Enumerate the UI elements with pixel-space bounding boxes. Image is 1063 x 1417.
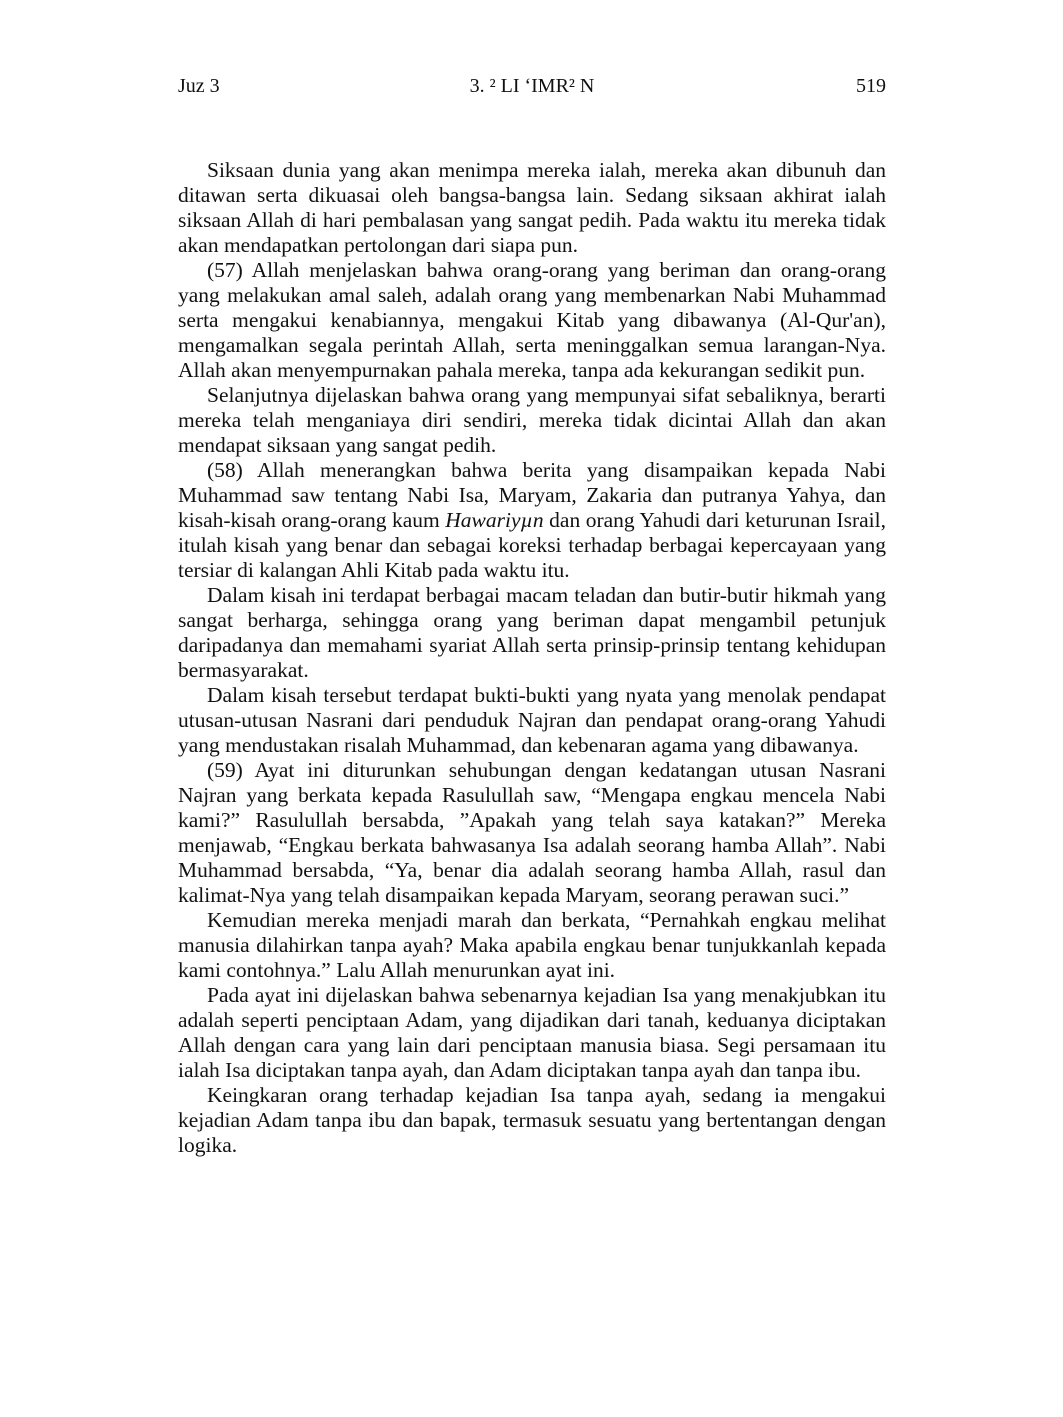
paragraph-7-verse-59: (59) Ayat ini diturunkan sehubungan dengan kedatangan utusan Nasrani Najran yang berkata kepada Rasulullah saw, “Mengapa engkau mencela Nabi kami?” Rasulullah bersabda, ”Apakah yang telah saya katakan?” Mereka menjawab, “Engkau berkata bahwasanya Isa adalah seorang hamba Allah”. Nabi Muhammad bersabda, “Ya, benar dia adalah seorang hamba Allah, rasul dan kalimat-Nya yang telah disampaikan kepada Maryam, seorang perawan suci.” bbox=[178, 758, 886, 907]
paragraph-4-verse-58 bbox=[178, 458, 886, 583]
paragraph-2-verse-57: (57) Allah menjelaskan bahwa orang-orang yang beriman dan orang-orang yang melakukan amal saleh, adalah orang yang membenarkan Nabi Muhammad serta mengakui kenabiannya, mengakui Kitab yang dibawanya (Al-Qur'an), mengamalkan segala perintah Allah, serta meninggalkan semua larangan-Nya. Allah akan menyempurnakan pahala mereka, tanpa ada kekurangan sedikit pun. bbox=[178, 258, 886, 382]
paragraph-4-italic-term: Hawariyµn bbox=[445, 508, 544, 532]
paragraph-10: Keingkaran orang terhadap kejadian Isa tanpa ayah, sedang ia mengakui kejadian Adam tanpa ibu dan bapak, termasuk sesuatu yang bertentangan dengan logika. bbox=[178, 1083, 886, 1157]
paragraph-1: Siksaan dunia yang akan menimpa mereka ialah, mereka akan dibunuh dan ditawan serta dikuasai oleh bangsa-bangsa lain. Sedang siksaan akhirat ialah siksaan Allah di hari pembalasan yang sangat pedih. Pada waktu itu mereka tidak akan mendapatkan pertolongan dari siapa pun. bbox=[178, 158, 886, 257]
running-head-surah: 3. ² LI ‘IMR² N bbox=[469, 75, 595, 97]
running-head-juz: Juz 3 bbox=[178, 75, 220, 97]
paragraph-9: Pada ayat ini dijelaskan bahwa sebenarnya kejadian Isa yang menakjubkan itu adalah seperti penciptaan Adam, yang dijadikan dari tanah, keduanya diciptakan Allah dengan cara yang lain dari penciptaan manusia biasa. Segi persamaan itu ialah Isa diciptakan tanpa ayah, dan Adam diciptakan tanpa ayah dan tanpa ibu. bbox=[178, 983, 886, 1082]
page-header bbox=[178, 72, 886, 100]
paragraph-3: Selanjutnya dijelaskan bahwa orang yang mempunyai sifat sebaliknya, berarti mereka telah menganiaya diri sendiri, mereka tidak dicintai Allah dan akan mendapat siksaan yang sangat pedih. bbox=[178, 383, 886, 457]
page-number: 519 bbox=[856, 75, 886, 97]
paragraph-4-text-before: (58) Allah menerangkan bahwa berita yang disampaikan kepada Nabi Muhammad saw tentang Nabi Isa, Maryam, Zakaria dan putranya Yahya, dan kisah-kisah orang-orang kaum bbox=[178, 458, 886, 532]
paragraph-6: Dalam kisah tersebut terdapat bukti-bukti yang nyata yang menolak pendapat utusan-utusan Nasrani dari penduduk Najran dan pendapat orang-orang Yahudi yang mendustakan risalah Muhammad, dan kebenaran agama yang dibawanya. bbox=[178, 683, 886, 757]
paragraph-4-text-after: dan orang Yahudi dari keturunan Israil, itulah kisah yang benar dan sebagai koreksi terhadap berbagai kepercayaan yang tersiar di kalangan Ahli Kitab pada waktu itu. bbox=[178, 508, 886, 582]
paragraph-8: Kemudian mereka menjadi marah dan berkata, “Pernahkah engkau melihat manusia dilahirkan tanpa ayah? Maka apabila engkau benar tunjukkanlah kepada kami contohnya.” Lalu Allah menurunkan ayat ini. bbox=[178, 908, 886, 982]
paragraph-5: Dalam kisah ini terdapat berbagai macam teladan dan butir-butir hikmah yang sangat berharga, sehingga orang yang beriman dapat mengambil petunjuk daripadanya dan memahami syariat Allah serta prinsip-prinsip tentang kehidupan bermasyarakat. bbox=[178, 583, 886, 682]
body-text bbox=[178, 158, 886, 1158]
